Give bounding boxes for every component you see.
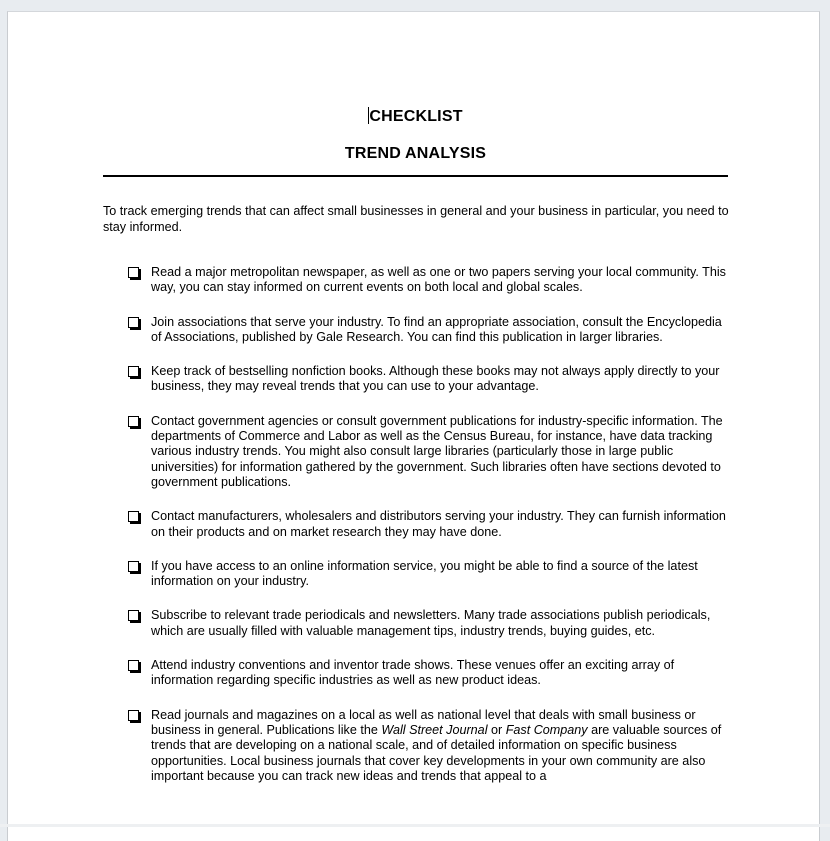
checklist-item-text: Attend industry conventions and inventor trade shows. These venues offer an exciting array of information regarding specific industries as well as new product ideas. xyxy=(151,658,675,688)
checklist-item-text: If you have access to an online information service, you might be able to find a source of the latest information on your industry. xyxy=(151,558,698,589)
checklist-item-text: Read a major metropolitan newspaper, as well as one or two papers serving your local community. This way, you can stay informed on current events on both local and global scales. xyxy=(151,265,726,295)
checklist-item xyxy=(127,658,727,689)
checkbox-icon[interactable] xyxy=(128,710,139,721)
checklist-item xyxy=(127,708,727,784)
checkbox-icon[interactable] xyxy=(128,317,139,328)
checklist-item-text xyxy=(151,708,727,784)
text-segment: Read journals and magazines on a local as well as national level that deals with small business or business in general. Publications like the xyxy=(151,707,696,737)
document-subtitle: TREND ANALYSIS xyxy=(344,145,487,162)
horizontal-rule xyxy=(103,175,728,177)
checklist-item xyxy=(127,559,727,590)
checklist-item-text: Keep track of bestselling nonfiction books. Although these books may not always apply directly to your business, they may reveal trends that you can use to your advantage. xyxy=(151,364,720,394)
checkbox-icon[interactable] xyxy=(128,267,139,278)
checkbox-icon[interactable] xyxy=(128,561,139,572)
checklist-item-text: Join associations that serve your industry. To find an appropriate association, consult the Encyclopedia of Associations, published by Gale Research. You can find this publication in larger libraries. xyxy=(151,314,722,344)
checklist-item xyxy=(127,364,727,395)
checkbox-icon[interactable] xyxy=(128,610,139,621)
checkbox-icon[interactable] xyxy=(128,660,139,671)
checkbox-icon[interactable] xyxy=(128,416,139,427)
text-segment: are valuable sources of trends that are developing on a national scale, and of detailed information on specific business opportunities. Local business journals that cover key developments in your own community are also important because you can track new ideas and trends that appeal to a xyxy=(151,722,722,783)
text-segment: or xyxy=(487,722,506,737)
checklist xyxy=(127,265,727,803)
checklist-item xyxy=(127,509,727,540)
checkbox-icon[interactable] xyxy=(128,511,139,522)
checklist-item xyxy=(127,414,727,490)
document-page xyxy=(7,11,820,841)
document-title-text: CHECKLIST xyxy=(369,108,463,125)
checkbox-icon[interactable] xyxy=(128,366,139,377)
checklist-item xyxy=(127,608,727,639)
checklist-item-text: Contact manufacturers, wholesalers and distributors serving your industry. They can furnish information on their products and on market research they may have done. xyxy=(151,509,726,539)
checklist-item-text: Contact government agencies or consult government publications for industry-specific information. The departments of Commerce and Labor as well as the Census Bureau, for instance, have data tracking various industry trends. You might also consult large libraries (particularly those in large public universities) for information gathered by the government. Such libraries often have sections devoted to government publications. xyxy=(151,413,723,489)
document-title[interactable] xyxy=(103,107,728,126)
checklist-item xyxy=(127,265,727,296)
checklist-item xyxy=(127,315,727,346)
publication-title: Wall Street Journal xyxy=(381,722,488,737)
publication-title: Fast Company xyxy=(505,722,588,737)
intro-paragraph: To track emerging trends that can affect small businesses in general and your business in particular, you need to stay informed. xyxy=(103,204,729,234)
checklist-item-text: Subscribe to relevant trade periodicals and newsletters. Many trade associations publish periodicals, which are usually filled with valuable management tips, industry trends, buying guides, etc. xyxy=(151,608,711,638)
